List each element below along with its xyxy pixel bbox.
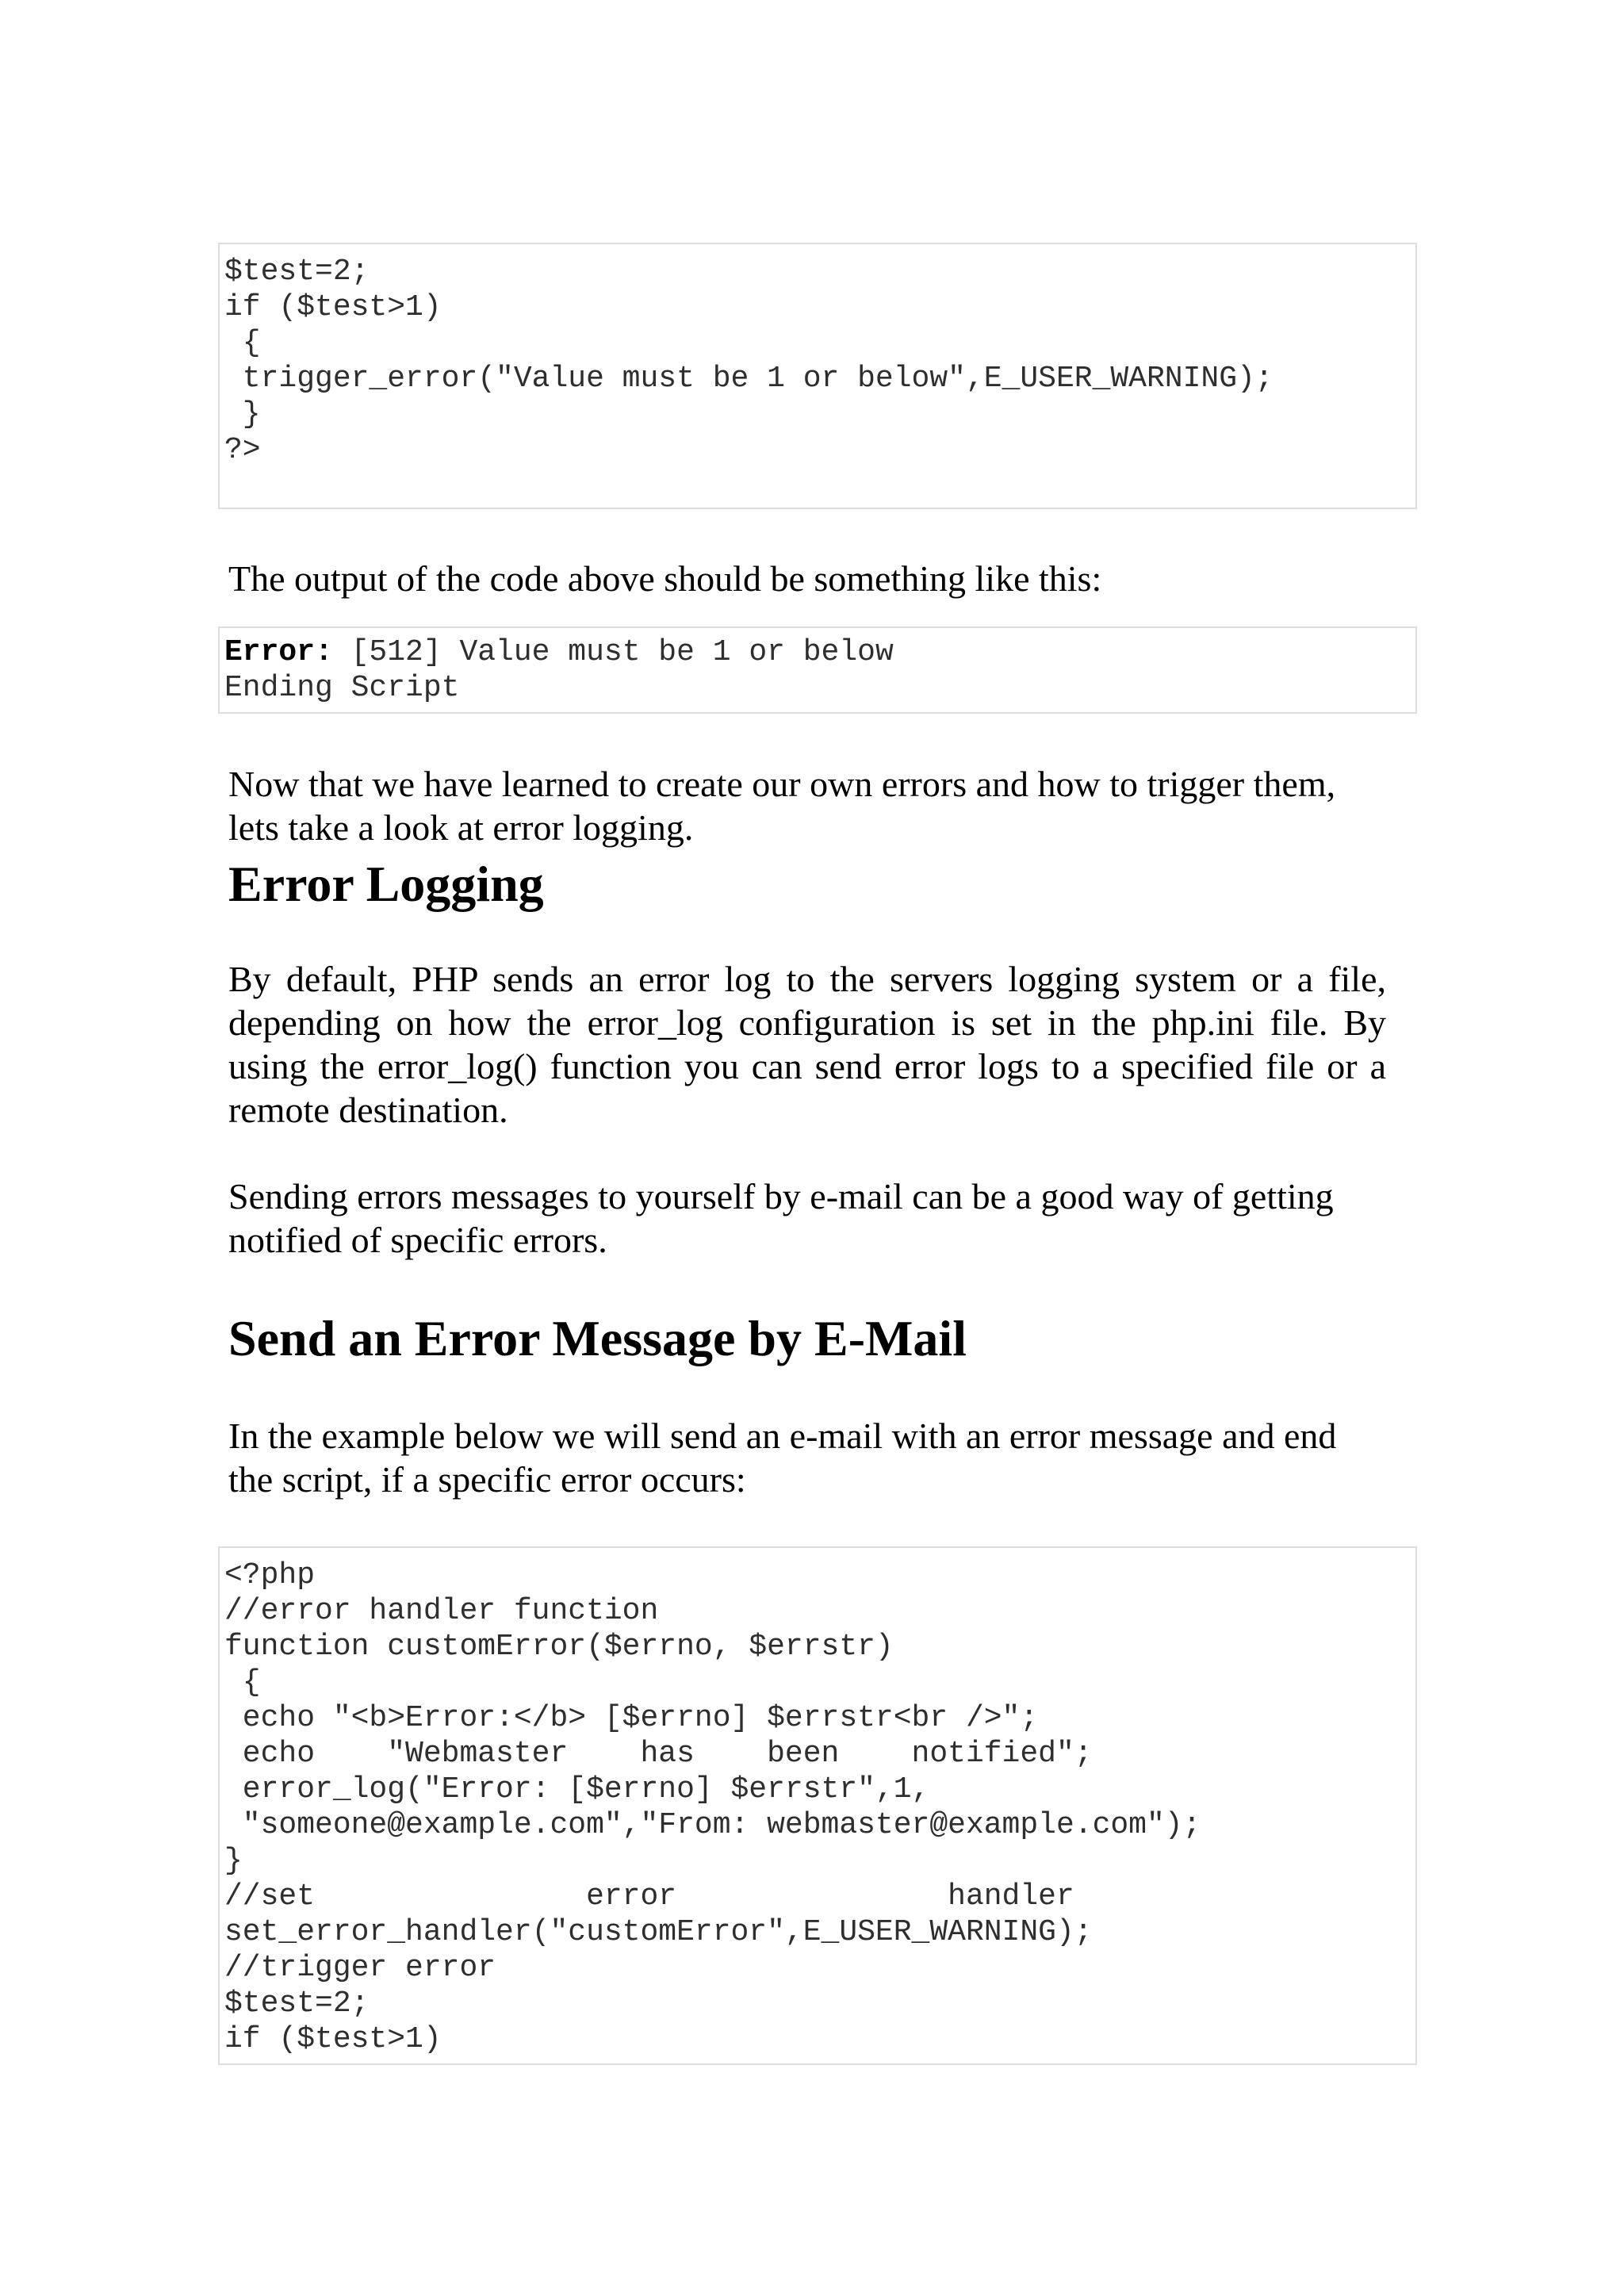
code-line: //error handler function <box>224 1594 659 1628</box>
code-line: echo "Webmaster has been notified"; <box>224 1737 1093 1771</box>
code-line: $test=2; <box>224 255 370 289</box>
output-block <box>218 626 1417 714</box>
code-line: "someone@example.com","From: webmaster@example.com"); <box>224 1808 1201 1842</box>
paragraph-default-logging: By default, PHP sends an error log to the servers logging system or a file, depending on how the error_log configuration is set in the php.ini file. By using the error_log() function you can send error logs to a specified file or a remote destination. <box>228 959 1386 1130</box>
error-label: Error: <box>224 635 333 669</box>
paragraph-own-errors: Now that we have learned to create our own errors and how to trigger them, lets take a look at error logging. <box>228 764 1336 848</box>
heading-send-error-email: Send an Error Message by E-Mail <box>228 1310 967 1366</box>
code-line: trigger_error("Value must be 1 or below",E_USER_WARNING); <box>224 362 1274 396</box>
code-line: } <box>224 397 261 431</box>
code-line: ?> <box>224 433 261 467</box>
code-block-trigger-error <box>218 243 1417 509</box>
code-line: if ($test>1) <box>224 290 442 324</box>
code-line: error_log("Error: [$errno] $errstr",1, <box>224 1772 930 1806</box>
code-line: if ($test>1) <box>224 2022 442 2056</box>
code-line: { <box>224 326 261 360</box>
code-line: } <box>224 1844 243 1878</box>
code-line: $test=2; <box>224 1987 370 2021</box>
code-line: function customError($errno, $errstr) <box>224 1630 894 1664</box>
code-line: { <box>224 1665 261 1699</box>
output-line-ending: Ending Script <box>224 671 460 705</box>
error-message: [512] Value must be 1 or below <box>332 635 894 669</box>
code-line: echo "<b>Error:</b> [$errno] $errstr<br />"; <box>224 1701 1039 1735</box>
paragraph-sending-email: Sending errors messages to yourself by e-mail can be a good way of getting notified of specific errors. <box>228 1176 1334 1260</box>
output-line-error <box>224 634 894 670</box>
code-block-email-handler <box>218 1546 1417 2065</box>
heading-error-logging: Error Logging <box>228 856 544 912</box>
code-line: set_error_handler("customError",E_USER_WARNING); <box>224 1915 1093 1949</box>
code-line: //set error handler <box>224 1879 1074 1914</box>
code-line: //trigger error <box>224 1951 496 1985</box>
code-line: <?php <box>224 1558 316 1592</box>
output-intro-text: The output of the code above should be something like this: <box>228 558 1102 599</box>
paragraph-example: In the example below we will send an e-mail with an error message and end the script, if a specific error occurs: <box>228 1416 1337 1500</box>
